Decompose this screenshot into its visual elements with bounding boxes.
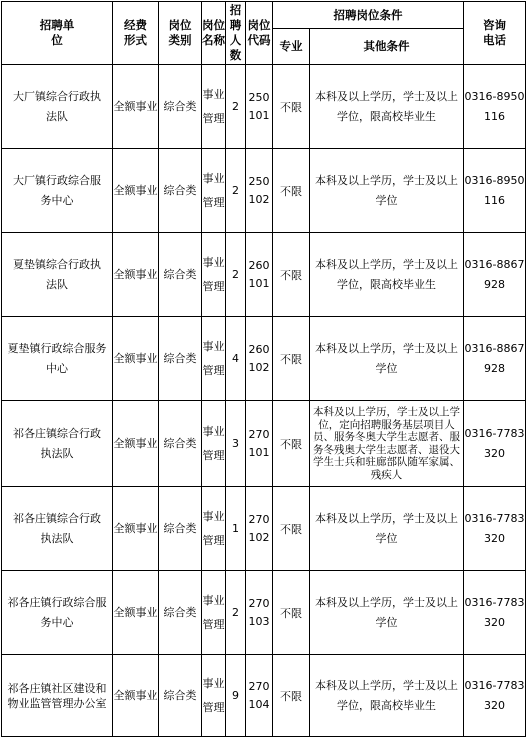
unit-cell: 祁各庄镇综合行政执法队 [2, 401, 113, 487]
header-other: 其他条件 [310, 29, 464, 65]
category-cell: 综合类 [159, 487, 202, 571]
unit-cell: 大厂镇行政综合服务中心 [2, 149, 113, 233]
category-cell: 综合类 [159, 233, 202, 317]
code-cell: 250102 [246, 149, 273, 233]
count-cell: 9 [226, 655, 246, 737]
table-row [2, 233, 526, 317]
unit-cell: 夏垫镇行政综合服务中心 [2, 317, 113, 401]
funding-cell: 全额事业 [113, 233, 159, 317]
post-name-cell: 事业管理 [202, 487, 226, 571]
other-conditions-cell: 本科及以上学历，学士及以上学位，限高校毕业生 [310, 65, 464, 149]
other-conditions-cell: 本科及以上学历，学士及以上学位 [310, 149, 464, 233]
other-conditions-cell: 本科及以上学历，学士及以上学位，定向招聘服务基层项目人员、服务冬奥大学生志愿者、服务冬残奥大学生志愿者、退役大学生士兵和驻廊部队随军家属、残疾人 [310, 401, 464, 487]
table-row [2, 149, 526, 233]
category-cell: 综合类 [159, 571, 202, 655]
table-row [2, 655, 526, 737]
category-cell: 综合类 [159, 149, 202, 233]
funding-cell: 全额事业 [113, 65, 159, 149]
category-cell: 综合类 [159, 317, 202, 401]
post-name-cell: 事业管理 [202, 149, 226, 233]
funding-cell: 全额事业 [113, 317, 159, 401]
category-cell: 综合类 [159, 401, 202, 487]
table-row [2, 571, 526, 655]
phone-cell: 0316-7783320 [464, 571, 526, 655]
major-cell: 不限 [273, 149, 310, 233]
major-cell: 不限 [273, 233, 310, 317]
table-row [2, 401, 526, 487]
phone-cell: 0316-7783320 [464, 487, 526, 571]
major-cell: 不限 [273, 487, 310, 571]
post-name-cell: 事业管理 [202, 401, 226, 487]
major-cell: 不限 [273, 571, 310, 655]
funding-cell: 全额事业 [113, 571, 159, 655]
category-cell: 综合类 [159, 65, 202, 149]
count-cell: 2 [226, 149, 246, 233]
count-cell: 3 [226, 401, 246, 487]
funding-cell: 全额事业 [113, 149, 159, 233]
other-conditions-cell: 本科及以上学历，学士及以上学位 [310, 571, 464, 655]
count-cell: 1 [226, 487, 246, 571]
post-name-cell: 事业管理 [202, 571, 226, 655]
header-post-name: 岗位名称 [202, 2, 226, 65]
header-funding: 经费形式 [113, 2, 159, 65]
unit-cell: 大厂镇综合行政执法队 [2, 65, 113, 149]
header-phone: 咨询电话 [464, 2, 526, 65]
phone-cell: 0316-7783320 [464, 655, 526, 737]
recruitment-table [1, 1, 526, 737]
table-row [2, 317, 526, 401]
unit-cell: 祁各庄镇行政综合服务中心 [2, 571, 113, 655]
unit-cell: 祁各庄镇社区建设和物业监管管理办公室 [2, 655, 113, 737]
unit-cell: 祁各庄镇综合行政执法队 [2, 487, 113, 571]
code-cell: 260101 [246, 233, 273, 317]
phone-cell: 0316-8950116 [464, 65, 526, 149]
phone-cell: 0316-8867928 [464, 233, 526, 317]
funding-cell: 全额事业 [113, 487, 159, 571]
post-name-cell: 事业管理 [202, 655, 226, 737]
major-cell: 不限 [273, 65, 310, 149]
count-cell: 4 [226, 317, 246, 401]
funding-cell: 全额事业 [113, 401, 159, 487]
header-count: 招聘人数 [226, 2, 246, 65]
phone-cell: 0316-7783320 [464, 401, 526, 487]
code-cell: 250101 [246, 65, 273, 149]
other-conditions-cell: 本科及以上学历，学士及以上学位 [310, 317, 464, 401]
funding-cell: 全额事业 [113, 655, 159, 737]
table-row [2, 487, 526, 571]
count-cell: 2 [226, 571, 246, 655]
major-cell: 不限 [273, 317, 310, 401]
code-cell: 270103 [246, 571, 273, 655]
header-major: 专业 [273, 29, 310, 65]
other-conditions-cell: 本科及以上学历，学士及以上学位，限高校毕业生 [310, 655, 464, 737]
major-cell: 不限 [273, 655, 310, 737]
post-name-cell: 事业管理 [202, 317, 226, 401]
header-code: 岗位代码 [246, 2, 273, 65]
post-name-cell: 事业管理 [202, 233, 226, 317]
table-row [2, 65, 526, 149]
code-cell: 270102 [246, 487, 273, 571]
other-conditions-cell: 本科及以上学历，学士及以上学位 [310, 487, 464, 571]
post-name-cell: 事业管理 [202, 65, 226, 149]
header-conditions: 招聘岗位条件 [273, 2, 464, 29]
header-unit: 招聘单位 [2, 2, 113, 65]
header-category: 岗位类别 [159, 2, 202, 65]
code-cell: 260102 [246, 317, 273, 401]
phone-cell: 0316-8867928 [464, 317, 526, 401]
major-cell: 不限 [273, 401, 310, 487]
count-cell: 2 [226, 233, 246, 317]
other-conditions-cell: 本科及以上学历，学士及以上学位，限高校毕业生 [310, 233, 464, 317]
unit-cell: 夏垫镇综合行政执法队 [2, 233, 113, 317]
category-cell: 综合类 [159, 655, 202, 737]
phone-cell: 0316-8950116 [464, 149, 526, 233]
code-cell: 270101 [246, 401, 273, 487]
count-cell: 2 [226, 65, 246, 149]
code-cell: 270104 [246, 655, 273, 737]
